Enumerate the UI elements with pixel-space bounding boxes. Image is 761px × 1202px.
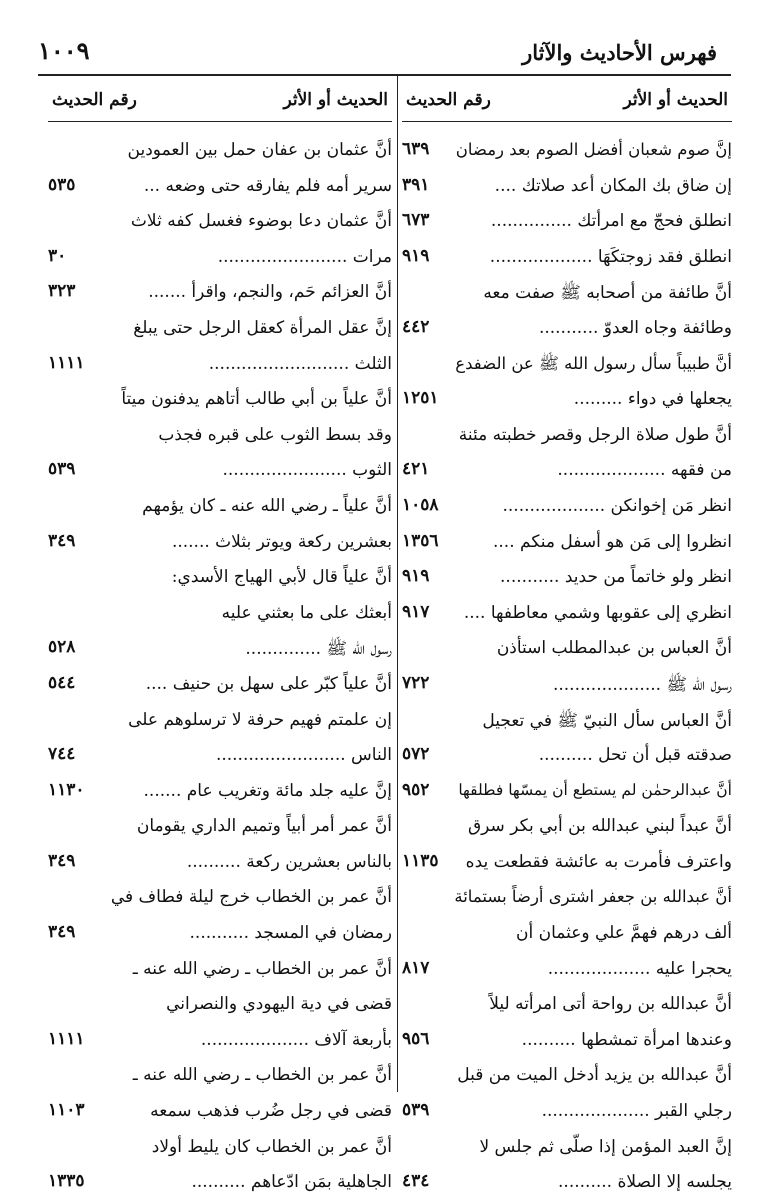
right-entries	[402, 134, 732, 1202]
entry-text: أنَّ عثمان دعا بوضوء فغسل كفه ثلاث	[130, 211, 392, 232]
entry-text: أنَّ عمر بن الخطاب خرج ليلة فطاف في	[110, 887, 392, 908]
index-entry	[402, 526, 732, 562]
page-number: ١٠٠٩	[38, 36, 90, 65]
index-entry	[402, 846, 732, 882]
index-entry	[48, 1166, 392, 1202]
entry-text: بأربعة آلاف ....................	[200, 1029, 392, 1050]
entry-text: وطائفة وجاه العدوّ ...........	[538, 317, 732, 338]
index-entry	[48, 276, 392, 312]
index-entry	[48, 1095, 392, 1131]
entry-text: إن علمتم فهيم حرفة لا ترسلوهم على	[128, 709, 392, 730]
entry-text: أنَّ عمر بن الخطاب ـ رضي الله عنه ـ	[132, 958, 392, 979]
entry-number: ٥٣٥	[48, 174, 76, 195]
entry-number: ٥٣٩	[402, 1100, 430, 1121]
entry-number: ٥٧٢	[402, 744, 430, 765]
entry-number: ٥٣٩	[48, 459, 76, 480]
entry-text: أنَّ علياً كبّر على سهل بن حنيف ....	[145, 673, 392, 694]
entry-text: أنَّ عمر بن الخطاب كان يليط أولاد	[151, 1136, 392, 1157]
right-column-header	[402, 80, 732, 120]
index-entry	[48, 704, 392, 740]
entry-number: ٧٢٢	[402, 672, 430, 693]
entry-text: أنَّ عبدالرحمٰن لم يستطع أن يمسّها فطلقها	[458, 780, 732, 799]
entry-text: من فقهه ....................	[557, 460, 732, 481]
index-entry	[402, 383, 732, 419]
entry-text: صدقته قبل أن تحل ..........	[538, 745, 732, 766]
left-entries	[48, 134, 392, 1202]
entry-number: ٣٤٩	[48, 922, 76, 943]
column-header-hadith: الحديث أو الأثر	[283, 90, 388, 110]
index-entry	[402, 632, 732, 668]
index-entry	[402, 704, 732, 740]
entry-number: ٨١٧	[402, 957, 430, 978]
entry-text: أنَّ علياً ـ رضي الله عنه ـ كان يؤمهم	[142, 495, 392, 516]
index-entry	[402, 205, 732, 241]
entry-number: ٦٧٣	[402, 210, 430, 231]
index-entry	[402, 454, 732, 490]
index-entry	[48, 739, 392, 775]
index-entry	[48, 597, 392, 633]
entry-text: أنَّ العزائم حَم، والنجم، واقرأ .......	[148, 282, 392, 303]
index-entry	[48, 953, 392, 989]
entry-text: الثلث ..........................	[208, 353, 392, 374]
index-entry	[48, 526, 392, 562]
index-entry	[402, 810, 732, 846]
entry-number: ٣٤٩	[48, 530, 76, 551]
entry-text: انطلق فحجّ مع امرأتك ...............	[490, 211, 732, 232]
index-entry	[48, 1131, 392, 1167]
index-entry	[48, 312, 392, 348]
entry-number: ٤٤٢	[402, 316, 430, 337]
entry-text: أنَّ العباس سأل النبيّ ﷺ في تعجيل	[482, 710, 732, 731]
entry-text: قضى في دية اليهودي والنصراني	[166, 994, 392, 1015]
entry-number: ٣٠	[48, 245, 67, 266]
index-entry	[402, 917, 732, 953]
index-entry	[402, 1095, 732, 1131]
entry-number: ١٢٥١	[402, 388, 439, 409]
index-entry	[402, 490, 732, 526]
entry-text: انطلق فقد زوجتكَهَا ...................	[489, 246, 732, 267]
index-entry	[402, 597, 732, 633]
entry-number: ٦٣٩	[402, 139, 430, 159]
entry-text: رمضان في المسجد ...........	[189, 923, 392, 944]
index-entry	[402, 419, 732, 455]
index-entry	[402, 276, 732, 312]
index-entry	[402, 134, 732, 170]
entry-text: أنَّ عمر أمر أبياً وتميم الداري يقومان	[136, 816, 392, 837]
entry-text: إن ضاق بك المكان أعد صلاتك ....	[494, 175, 732, 196]
entry-text: بالناس بعشرين ركعة ..........	[186, 851, 392, 872]
index-entry	[402, 241, 732, 277]
index-entry	[402, 739, 732, 775]
index-entry	[402, 348, 732, 384]
entry-text: إنَّ عليه جلد مائة وتغريب عام .......	[143, 780, 392, 801]
entry-text: أنَّ طبيباً سأل رسول الله ﷺ عن الضفدع	[455, 353, 732, 373]
index-entry	[48, 632, 392, 668]
index-entry	[48, 561, 392, 597]
index-entry	[402, 881, 732, 917]
entry-text: إنَّ صوم شعبان أفضل الصوم بعد رمضان	[455, 140, 732, 159]
index-entry	[48, 988, 392, 1024]
entry-text: إنَّ العبد المؤمن إذا صلّى ثم جلس لا	[479, 1136, 732, 1157]
index-entry	[402, 1166, 732, 1202]
entry-number: ١١٠٣	[48, 1100, 85, 1121]
index-entry	[48, 419, 392, 455]
index-entry	[402, 668, 732, 704]
entry-text: الثوب .......................	[222, 460, 392, 481]
entry-text: رسول الله ﷺ ....................	[552, 674, 732, 695]
entry-text: بعشرين ركعة ويوتر بثلاث .......	[171, 531, 392, 552]
entry-number: ٩١٩	[402, 566, 430, 587]
entry-text: وعندها امرأة تمشطها ..........	[521, 1029, 732, 1050]
index-entry	[402, 1131, 732, 1167]
entry-text: انظروا إلى مَن هو أسفل منكم ....	[493, 531, 732, 552]
entry-text: أنَّ عبداً لبني عبدالله بن أبي بكر سرق	[467, 816, 732, 837]
entry-text: إنَّ عقل المرأة كعقل الرجل حتى يبلغ	[133, 317, 392, 338]
entry-text: أنَّ عبدالله بن يزيد أدخل الميت من قبل	[457, 1065, 732, 1086]
entry-text: أنَّ طول صلاة الرجل وقصر خطبته مئنة	[458, 424, 732, 445]
entry-text: يجلسه إلا الصلاة ..........	[558, 1172, 732, 1193]
index-entry	[402, 775, 732, 811]
index-entry	[48, 775, 392, 811]
index-entry	[402, 170, 732, 206]
entry-text: سرير أمه فلم يفارقه حتى وضعه ...	[143, 175, 392, 196]
entry-number: ٤٣٤	[402, 1171, 430, 1192]
entry-text: يحجرا عليه ...................	[547, 958, 732, 979]
index-entry	[48, 846, 392, 882]
entry-number: ١١٣٠	[48, 779, 85, 800]
index-entry	[402, 312, 732, 348]
entry-text: أبعثك على ما بعثني عليه	[221, 602, 392, 623]
index-entry	[48, 881, 392, 917]
entry-text: الجاهلية بمَن ادّعاهم ..........	[191, 1172, 392, 1193]
left-column-header	[48, 80, 392, 120]
index-entry	[48, 205, 392, 241]
entry-text: أنَّ عمر بن الخطاب ـ رضي الله عنه ـ	[132, 1065, 392, 1086]
entry-text: رجلي القبر ....................	[541, 1101, 732, 1122]
index-entry	[48, 1059, 392, 1095]
right-column	[402, 80, 732, 1202]
column-header-hadith: الحديث أو الأثر	[623, 90, 728, 110]
entry-text: الناس ........................	[215, 745, 392, 766]
entry-number: ١٣٣٥	[48, 1171, 85, 1192]
page-title: فهرس الأحاديث والآثار	[522, 40, 717, 65]
index-entry	[48, 668, 392, 704]
entry-text: واعترف فأمرت به عائشة فقطعت يده	[465, 851, 732, 872]
entry-number: ٩٥٢	[402, 779, 430, 800]
entry-number: ٩١٧	[402, 601, 430, 622]
left-column	[48, 80, 392, 1202]
column-divider	[397, 76, 398, 1092]
entry-text: أنَّ علياً بن أبي طالب أتاهم يدفنون ميتاً	[121, 389, 392, 410]
index-entry	[48, 383, 392, 419]
entry-text: أنَّ علياً قال لأبي الهياج الأسدي:	[171, 567, 392, 588]
entry-text: أنَّ طائفة من أصحابه ﷺ صفت معه	[483, 283, 732, 304]
entry-number: ١٣٥٦	[402, 530, 439, 551]
entry-number: ٧٤٤	[48, 744, 76, 765]
entry-number: ٣٩١	[402, 174, 430, 195]
entry-text: انظر مَن إخوانكن ...................	[502, 495, 732, 516]
index-entry	[402, 1024, 732, 1060]
index-entry	[48, 348, 392, 384]
entry-number: ٥٢٨	[48, 637, 76, 658]
entry-number: ٣٢٣	[48, 281, 76, 302]
entry-number: ١٠٥٨	[402, 494, 439, 515]
column-header-number: رقم الحديث	[52, 90, 137, 110]
index-entry	[48, 917, 392, 953]
entry-text: ألف درهم فهمَّ علي وعثمان أن	[516, 923, 732, 944]
entry-number: ٩١٩	[402, 245, 430, 266]
entry-text: رسول الله ﷺ ..............	[245, 639, 392, 660]
entry-number: ٩٥٦	[402, 1028, 430, 1049]
entry-number: ٣٤٩	[48, 850, 76, 871]
index-entry	[48, 454, 392, 490]
entry-text: أنَّ عثمان بن عفان حمل بين العمودين	[127, 140, 392, 160]
entry-text: أنَّ العباس بن عبدالمطلب استأذن	[496, 638, 732, 659]
index-entry	[48, 810, 392, 846]
entry-text: أنَّ عبدالله بن رواحة أتى امرأته ليلاً	[489, 994, 732, 1015]
index-entry	[48, 241, 392, 277]
entry-number: ١١١١	[48, 352, 85, 373]
entry-number: ٥٤٤	[48, 672, 76, 693]
index-entry	[402, 1059, 732, 1095]
header-rule	[38, 74, 731, 76]
index-entry	[402, 953, 732, 989]
entry-number: ١١١١	[48, 1028, 85, 1049]
index-entry	[402, 988, 732, 1024]
entry-text: أنَّ عبدالله بن جعفر اشترى أرضاً بستمائة	[454, 887, 732, 907]
entry-text: انظر ولو خاتماً من حديد ...........	[500, 567, 732, 588]
index-entry	[48, 1024, 392, 1060]
index-entry	[48, 134, 392, 170]
entry-text: انظري إلى عقوبها وشمي معاطفها ....	[463, 602, 732, 623]
entry-number: ٤٢١	[402, 459, 430, 480]
column-header-number: رقم الحديث	[406, 90, 491, 110]
index-entry	[48, 490, 392, 526]
entry-text: قضى في رجل ضُرب فذهب سمعه	[150, 1101, 392, 1122]
entry-text: يجعلها في دواء .........	[573, 389, 732, 410]
entry-text: مرات ........................	[217, 246, 392, 267]
entry-text: وقد بسط الثوب على قبره فجذب	[158, 424, 392, 445]
entry-number: ١١٣٥	[402, 850, 439, 871]
index-entry	[402, 561, 732, 597]
index-entry	[48, 170, 392, 206]
